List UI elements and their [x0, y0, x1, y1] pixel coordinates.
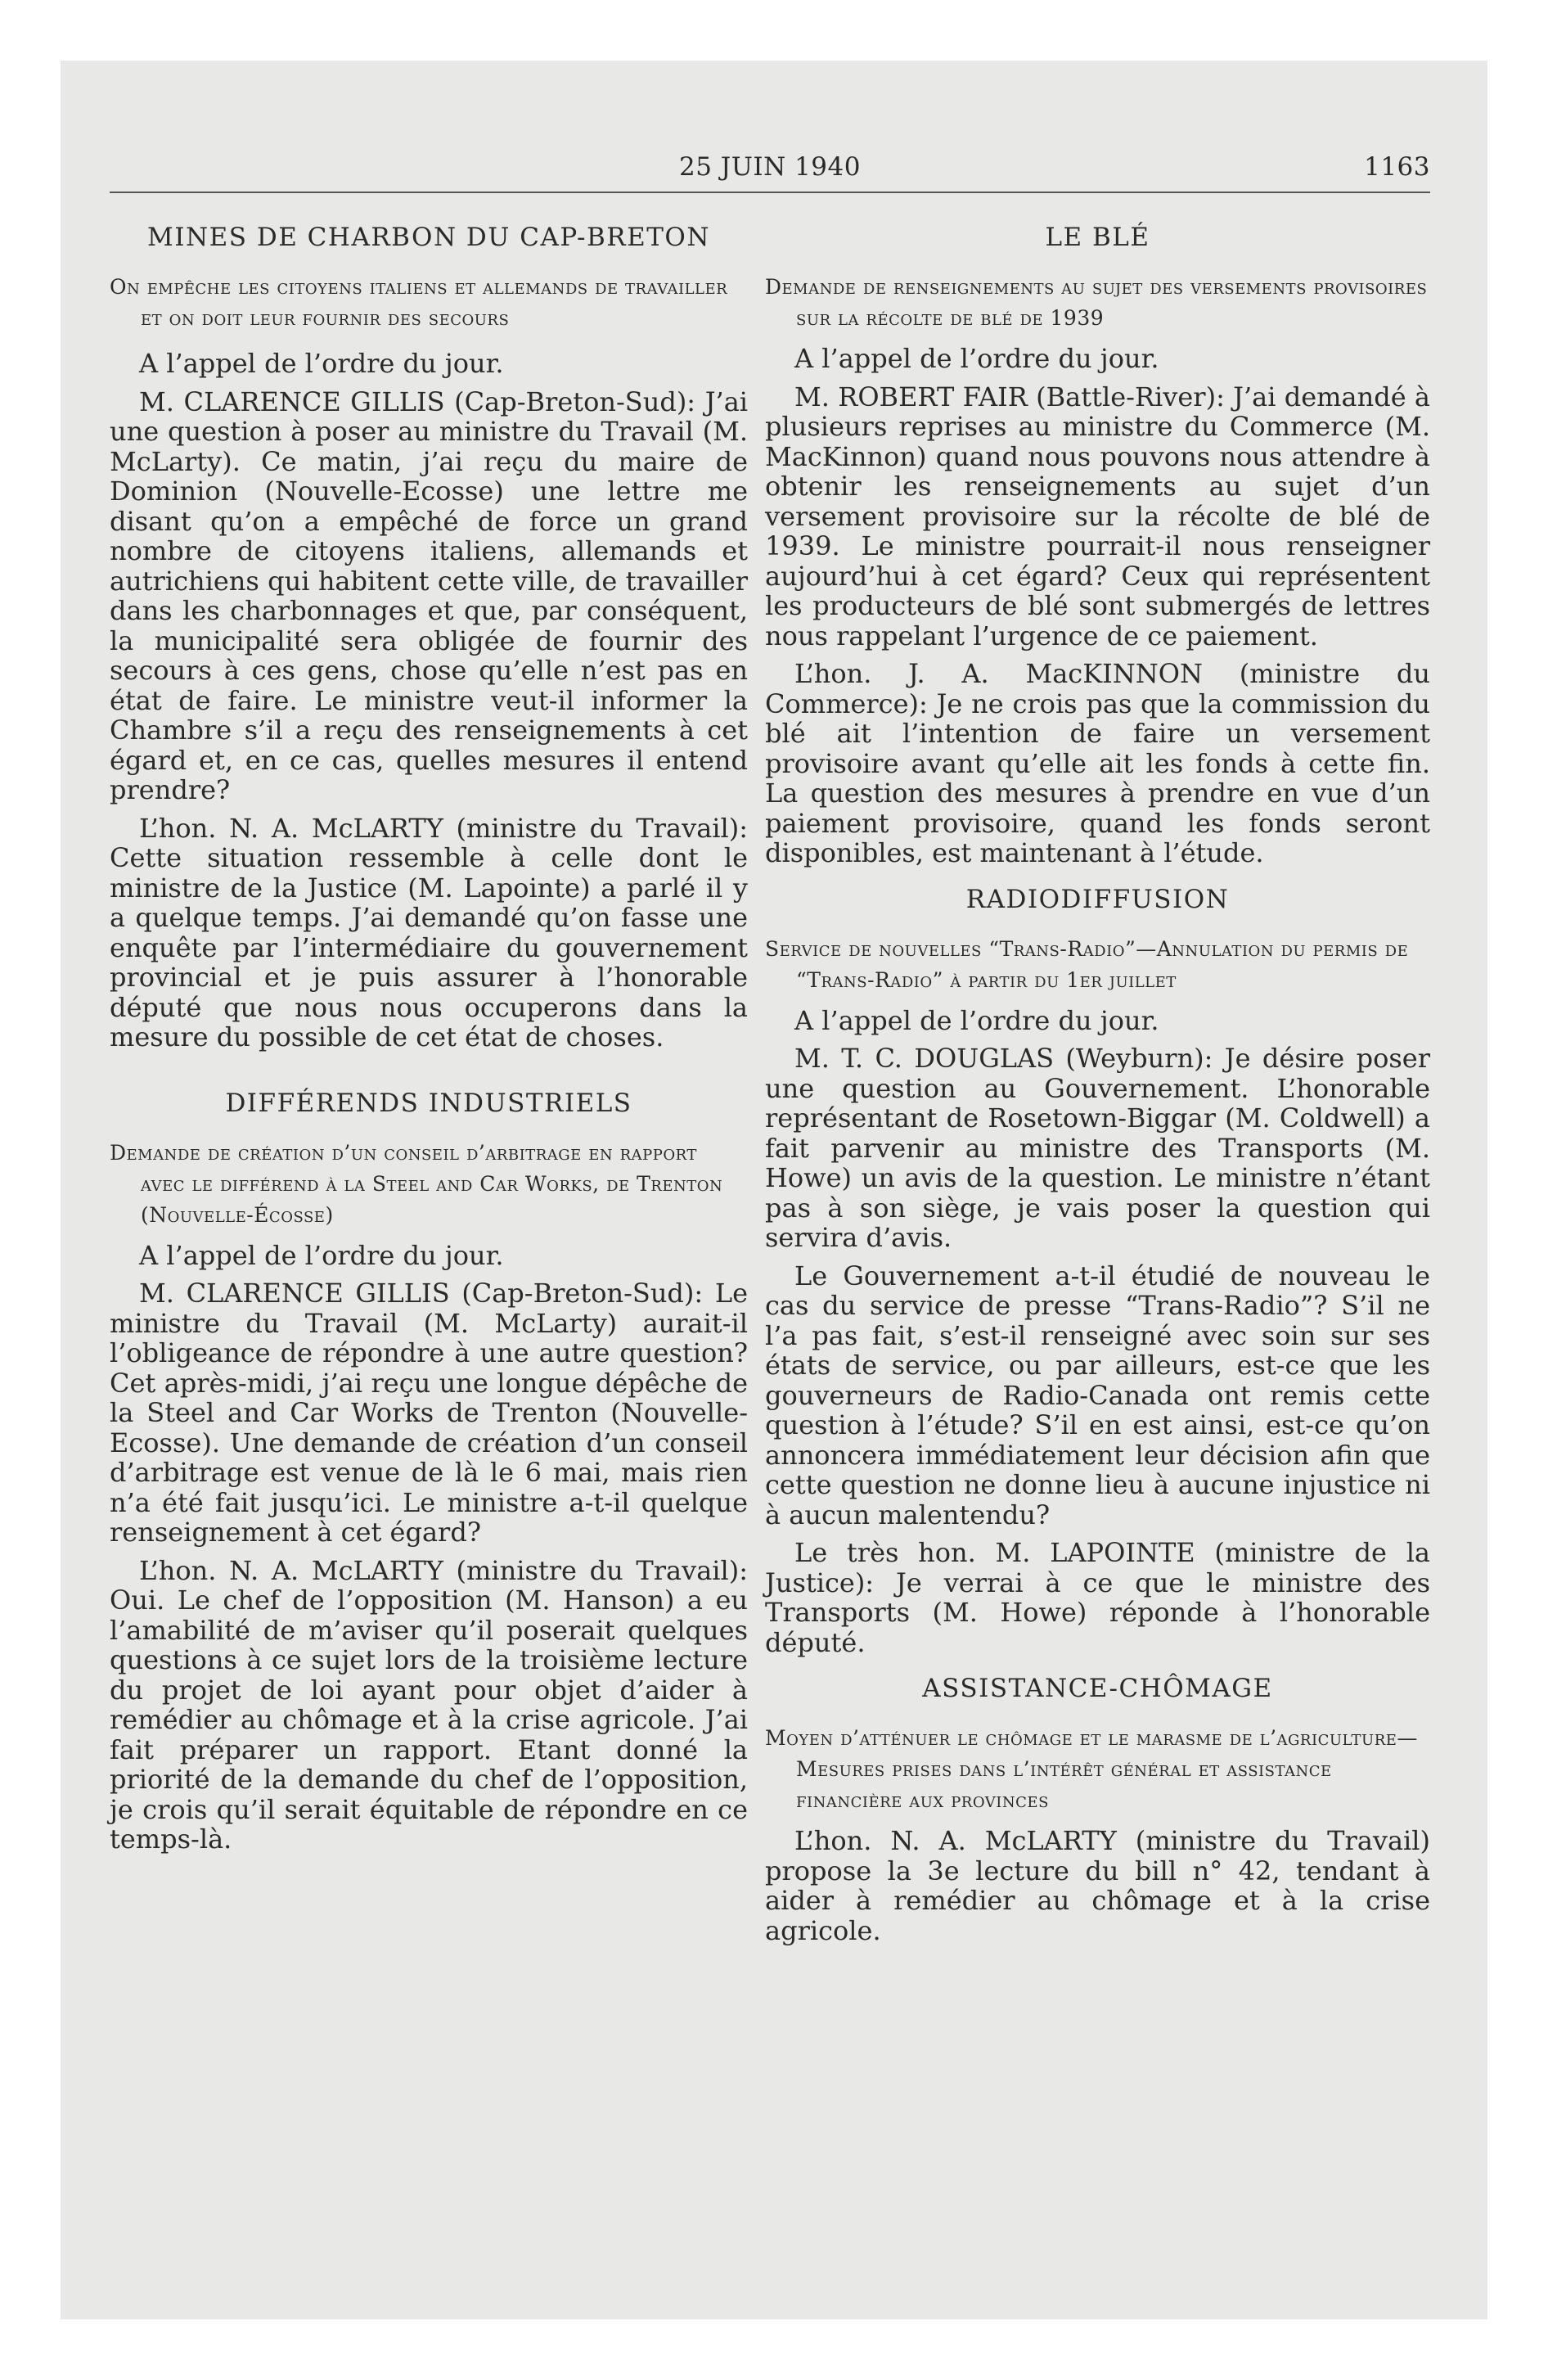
order-of-day: A l’appel de l’ordre du jour. — [139, 1239, 504, 1271]
left-column — [110, 221, 748, 1863]
paragraph: L’hon. N. A. McLARTY (ministre du Travail) propose la 3e lecture du bill n° 42, tendant à aider à remédier au chômage et à la crise agricole. — [765, 1825, 1430, 1946]
paragraph: M. CLARENCE GILLIS (Cap-Breton-Sud): J’ai une question à poser au ministre du Travail (M. McLarty). Ce matin, j’ai reçu du maire de Dominion (Nouvelle-Ecosse) une lettre me disant qu’on a empêché de force un grand nombre de citoyens italiens, allemands et autrichiens qui habitent cette ville, de travailler dans les charbonnages et que, par conséquent, la municipalité sera obligée de fournir des secours à ces gens, chose qu’elle n’est pas en état de faire. Le ministre veut-il informer la Chambre s’il a reçu des renseignements à cet égard et, en ce cas, quelles mesures il entend prendre? — [110, 385, 748, 805]
section-heading: MINES DE CHARBON DU CAP-BRETON — [147, 223, 710, 252]
section-heading: RADIODIFFUSION — [965, 884, 1230, 914]
section-subheading: Demande de création d’un conseil d’arbitrage en rapport avec le différend à la Steel and Car Works, de Trenton (Nouvelle-Écosse) — [110, 1140, 723, 1227]
order-of-day: A l’appel de l’ordre du jour. — [794, 1004, 1159, 1036]
section-subheading: Moyen d’atténuer le chômage et le marasme de l’agriculture—Mesures prises dans l’intérêt général et assistance financière aux provinces — [765, 1726, 1418, 1812]
paragraph: M. CLARENCE GILLIS (Cap-Breton-Sud): Le ministre du Travail (M. McLarty) aurait-il l’obligeance de répondre à une autre question? Cet après-midi, j’ai reçu une longue dépêche de la Steel and Car Works de Trenton (Nouvelle-Ecosse). Une demande de création d’un conseil d’arbitrage est venue de là le 6 mai, mais rien n’a été fait jusqu’ici. Le ministre a-t-il quelque renseignement à cet égard? — [110, 1278, 748, 1548]
right-column — [765, 221, 1430, 1954]
order-of-day: A l’appel de l’ordre du jour. — [794, 343, 1159, 374]
order-of-day: A l’appel de l’ordre du jour. — [139, 348, 504, 379]
section-heading: ASSISTANCE-CHÔMAGE — [922, 1674, 1273, 1703]
section-subheading: Service de nouvelles “Trans-Radio”—Annulation du permis de “Trans-Radio” à partir du 1er juillet — [765, 936, 1409, 992]
header-rule — [110, 192, 1430, 193]
paragraph: L’hon. N. A. McLARTY (ministre du Travail): Oui. Le chef de l’opposition (M. Hanson) a eu l’amabilité de m’aviser qu’il poserait quelques questions à ce sujet lors de la troisième lecture du projet de loi ayant pour objet d’aider à remédier au chômage et à la crise agricole. J’ai fait préparer un rapport. Etant donné la priorité de la demande du chef de l’opposition, je crois qu’il serait équitable de répondre en ce temps-là. — [110, 1554, 748, 1855]
paragraph: Le très hon. M. LAPOINTE (ministre de la Justice): Je verrai à ce que le ministre des Transports (M. Howe) réponde à l’honorable député. — [765, 1537, 1430, 1658]
scanned-page — [61, 61, 1487, 2319]
header-date: 25 JUIN 1940 — [679, 152, 861, 182]
page-number: 1163 — [1364, 152, 1430, 182]
section-subheading: Demande de renseignements au sujet des versements provisoires sur la récolte de blé de 1939 — [765, 275, 1428, 330]
section-heading: LE BLÉ — [1045, 223, 1150, 252]
paragraph: L’hon. J. A. MacKINNON (ministre du Commerce): Je ne crois pas que la commission du blé ait l’intention de faire un versement provisoire avant qu’elle ait les fonds à cette fin. La question des mesures à prendre en vue d’un paiement provisoire, quand les fonds seront disponibles, est maintenant à l’étude. — [765, 658, 1430, 868]
paragraph: M. T. C. DOUGLAS (Weyburn): Je désire poser une question au Gouvernement. L’honorable représentant de Rosetown-Biggar (M. Coldwell) a fait parvenir au ministre des Transports (M. Howe) un avis de la question. Le ministre n’étant pas à son siège, je vais poser la question qui servira d’avis. — [765, 1043, 1430, 1253]
paragraph: L’hon. N. A. McLARTY (ministre du Travail): Cette situation ressemble à celle dont le ministre de la Justice (M. Lapointe) a parlé il y a quelque temps. J’ai demandé qu’on fasse une enquête par l’intermédiaire du gouvernement provincial et je puis assurer à l’honorable député que nous nous occuperons dans la mesure du possible de cet état de choses. — [110, 812, 748, 1053]
paragraph: Le Gouvernement a-t-il étudié de nouveau le cas du service de presse “Trans-Radio”? S’il ne l’a pas fait, s’est-il renseigné avec soin sur ses états de service, ou par ailleurs, est-ce que les gouverneurs de Radio-Canada ont remis cette question à l’étude? S’il en est ainsi, est-ce qu’on annoncera immédiatement leur décision afin que cette question ne donne lieu à aucune injustice ni à aucun malentendu? — [765, 1260, 1430, 1530]
section-heading: DIFFÉRENDS INDUSTRIELS — [225, 1088, 632, 1118]
section-subheading: On empêche les citoyens italiens et allemands de travailler et on doit leur fournir des secours — [110, 275, 728, 330]
paragraph: M. ROBERT FAIR (Battle-River): J’ai demandé à plusieurs reprises au ministre du Commerce (M. MacKinnon) quand nous pouvons nous attendre à obtenir les renseignements au sujet d’un versement provisoire sur la récolte de blé de 1939. Le ministre pourrait-il nous renseigner aujourd’hui à cet égard? Ceux qui représentent les producteurs de blé sont submergés de lettres nous rappelant l’urgence de ce paiement. — [765, 381, 1430, 651]
page-header — [110, 152, 1430, 185]
